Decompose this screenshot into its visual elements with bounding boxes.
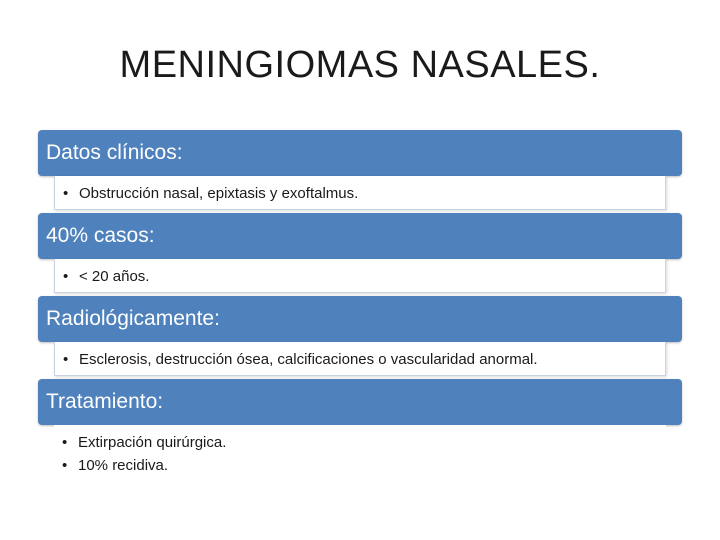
bullet-icon: •: [62, 434, 68, 451]
bullet-item: [63, 182, 665, 205]
bullet-icon: •: [63, 351, 69, 368]
bullet-text: Extirpación quirúrgica.: [78, 434, 227, 451]
bullet-text: Esclerosis, destrucción ósea, calcificaciones o vascularidad anormal.: [79, 351, 538, 368]
section-radiologicamente: [38, 296, 682, 376]
section-header: Datos clínicos:: [38, 130, 682, 176]
section-body: [54, 425, 666, 481]
section-body: [54, 176, 666, 210]
section-header: Tratamiento:: [38, 379, 682, 425]
bullet-icon: •: [63, 268, 69, 285]
bullet-item: [62, 431, 666, 454]
bullet-icon: •: [63, 185, 69, 202]
section-datos-clinicos: [38, 130, 682, 210]
bullet-item: [63, 348, 665, 371]
bullet-text: 10% recidiva.: [78, 457, 169, 474]
bullet-text: < 20 años.: [79, 268, 150, 285]
section-body: [54, 342, 666, 376]
section-tratamiento: [38, 379, 682, 481]
section-header: Radiológicamente:: [38, 296, 682, 342]
section-40-casos: [38, 213, 682, 293]
section-header: 40% casos:: [38, 213, 682, 259]
bullet-icon: •: [62, 457, 68, 474]
bullet-text: Obstrucción nasal, epixtasis y exoftalmus.: [79, 185, 359, 202]
section-body: [54, 259, 666, 293]
slide-title: MENINGIOMAS NASALES.: [119, 44, 601, 86]
bullet-item: [63, 265, 665, 288]
bullet-item: [62, 454, 666, 477]
